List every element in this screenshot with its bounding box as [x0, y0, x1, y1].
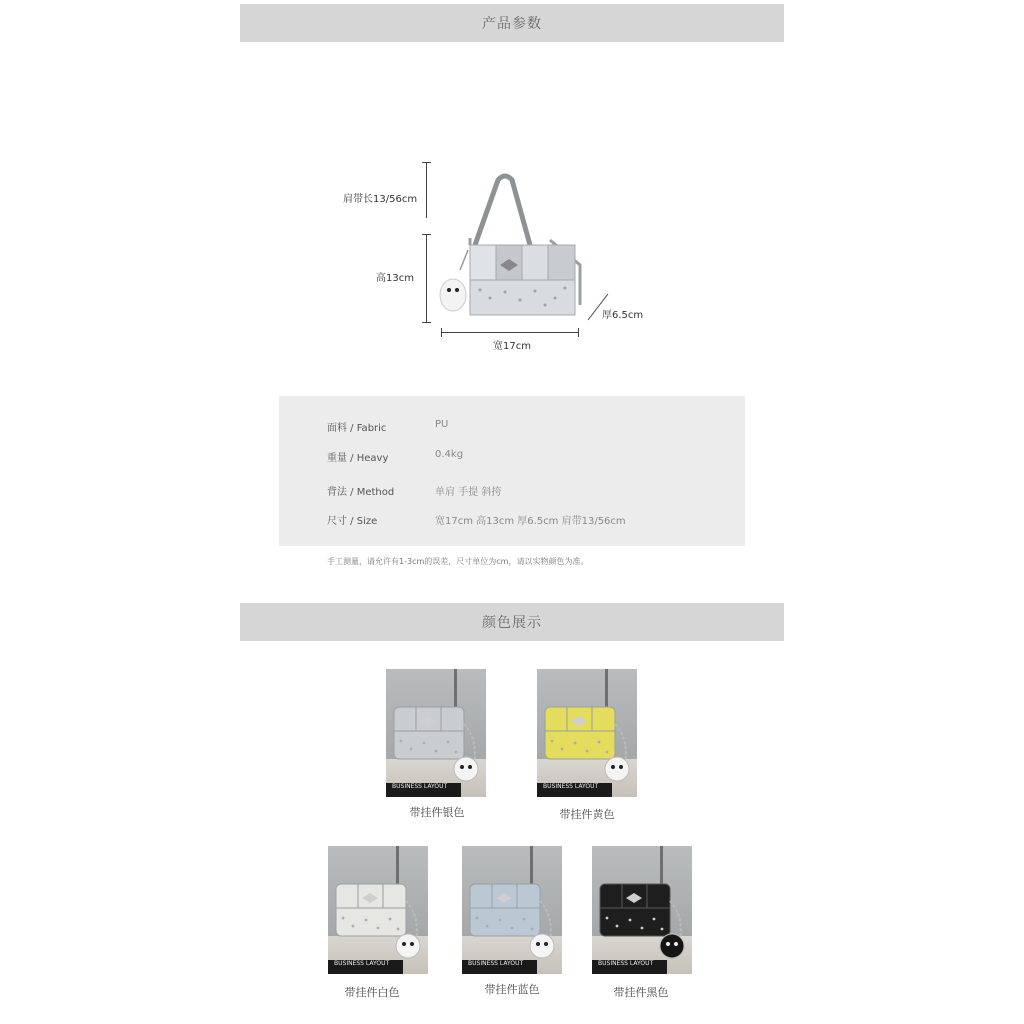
bag-illustration [430, 170, 590, 330]
strap-dimension-line [426, 162, 427, 218]
height-dimension-line [426, 234, 427, 322]
width-dimension-line [441, 332, 579, 333]
book-prop: BUSINESS LAYOUT [462, 960, 537, 974]
spec-key: 尺寸 / Size [327, 516, 378, 527]
color-thumbnail[interactable] [462, 846, 562, 974]
spec-key: 重量 / Heavy [327, 453, 389, 464]
bag-photo [462, 846, 562, 974]
spec-key: 背法 / Method [327, 487, 395, 498]
book-prop: BUSINESS LAYOUT [386, 783, 461, 797]
spec-value: 0.4kg [435, 449, 464, 460]
color-caption: 带挂件黄色 [559, 808, 615, 821]
spec-table [279, 396, 745, 546]
width-label: 宽17cm [493, 341, 531, 352]
spec-key: 面料 / Fabric [327, 423, 387, 434]
spec-value: 宽17cm 高13cm 厚6.5cm 肩带13/56cm [435, 516, 626, 527]
section-title: 颜色展示 [482, 615, 542, 631]
book-prop: BUSINESS LAYOUT [328, 960, 403, 974]
tick [422, 162, 431, 163]
color-thumbnail[interactable] [328, 846, 428, 974]
strap-length-label: 肩带长13/56cm [343, 194, 418, 205]
bag-photo [386, 669, 486, 797]
color-thumbnail[interactable] [537, 669, 637, 797]
height-label: 高13cm [376, 273, 414, 284]
color-caption: 带挂件白色 [344, 986, 400, 999]
color-caption: 带挂件黑色 [613, 986, 669, 999]
depth-label: 厚6.5cm [602, 310, 644, 321]
section-header-color-display [240, 603, 784, 641]
book-prop: BUSINESS LAYOUT [537, 783, 612, 797]
section-header-product-params [240, 4, 784, 42]
spec-value: PU [435, 419, 449, 430]
measurement-note: 手工测量，请允许有1-3cm的误差，尺寸单位为cm，请以实物颜色为准。 [327, 557, 589, 566]
color-caption: 带挂件银色 [409, 806, 465, 819]
bag-photo [328, 846, 428, 974]
section-title: 产品参数 [482, 16, 542, 32]
bag-photo [537, 669, 637, 797]
color-thumbnail[interactable] [386, 669, 486, 797]
book-prop: BUSINESS LAYOUT [592, 960, 667, 974]
spec-value: 单肩 手提 斜挎 [435, 487, 502, 498]
dimension-diagram [330, 150, 670, 360]
bag-photo [592, 846, 692, 974]
color-thumbnail[interactable] [592, 846, 692, 974]
color-caption: 带挂件蓝色 [484, 983, 540, 996]
